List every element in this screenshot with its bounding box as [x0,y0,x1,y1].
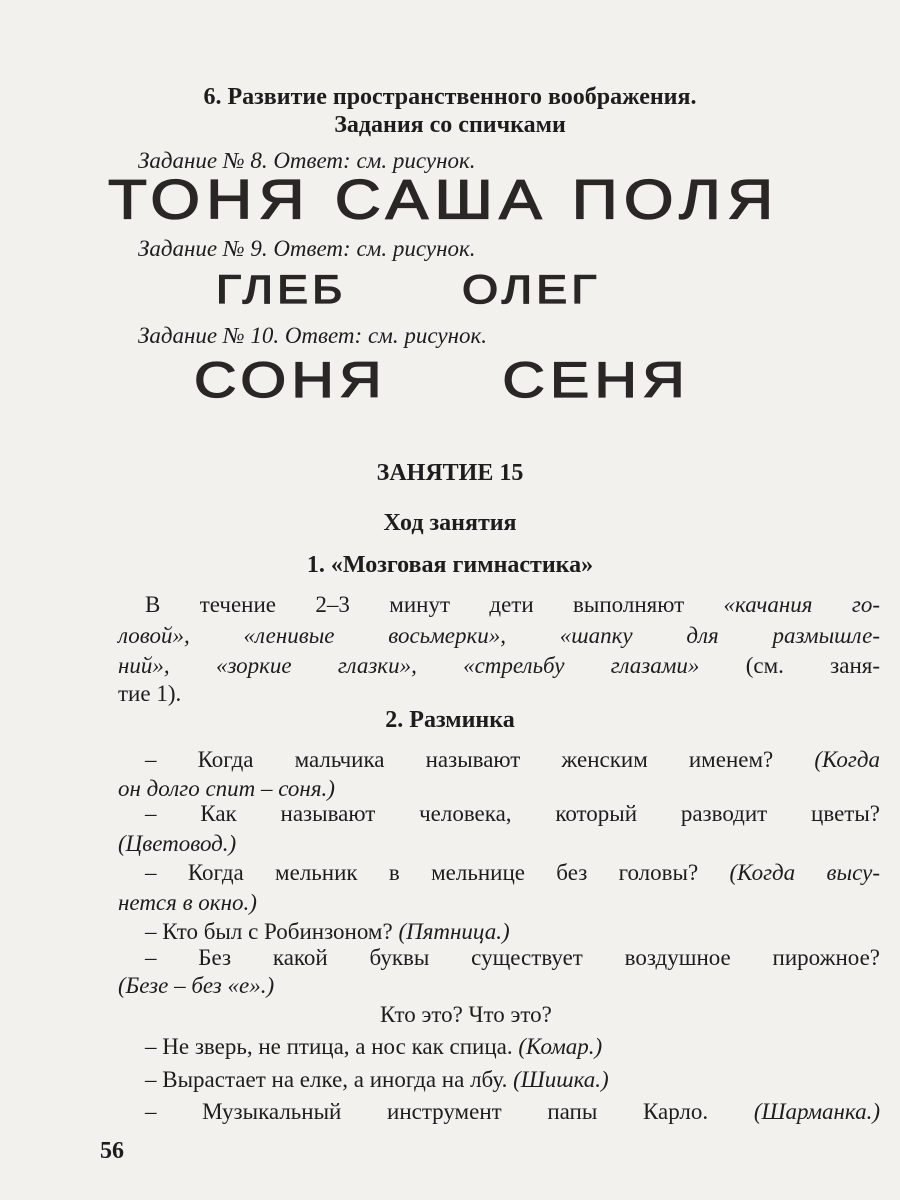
text-line: ловой», «ленивые восьмерки», «шапку для размышле- [118,623,880,648]
section-title-line1: 6. Развитие пространственного воображения. [203,84,697,110]
text-line: – Когда мальчика называют женским именем? (Когда [145,747,880,772]
match-word: ГЛЕБ [216,268,347,313]
task-9-answer [216,268,601,313]
match-word: СЕНЯ [502,350,690,408]
text-line: (Безе – без «е».) [118,973,275,998]
text-line: нется в окно.) [118,890,257,915]
text-line: – Кто был с Робинзоном? (Пятница.) [145,919,510,944]
text-line: – Вырастает на елке, а иногда на лбу. (Шишка.) [145,1067,609,1092]
text-line: В течение 2–3 минут дети выполняют «качания го- [145,592,880,617]
text-line: он долго спит – соня.) [118,776,335,801]
match-word: ОЛЕГ [462,268,601,313]
page-number: 56 [100,1138,124,1164]
match-word: ТОНЯ [108,168,311,231]
text-line: – Не зверь, не птица, а нос как спица. (Комар.) [145,1034,603,1059]
part1-title: 1. «Мозговая гимнастика» [306,552,594,578]
task-9-label: Задание № 9. Ответ: см. рисунок. [138,236,476,261]
task-10-answer [194,350,690,409]
match-word: ПОЛЯ [571,168,780,231]
task-8-answer [108,168,779,232]
text-line: – Музыкальный инструмент папы Карло. (Шарманка.) [145,1099,880,1124]
text-line: ний», «зоркие глазки», «стрельбу глазами» (см. заня- [118,653,881,678]
text-line: Кто это? Что это? [380,1002,552,1027]
task-8-label: Задание № 8. Ответ: см. рисунок. [138,148,476,173]
match-word: САША [334,168,548,231]
section-title [100,83,800,139]
text-line: – Без какой буквы существует воздушное пирожное? [145,945,880,970]
lesson-title: ЗАНЯТИЕ 15 [376,460,524,486]
text-line: – Как называют человека, который разводит цветы? [145,801,880,826]
text-line: (Цветовод.) [118,831,237,856]
match-word: СОНЯ [194,350,387,408]
text-line: тие 1). [118,681,182,706]
part2-title: 2. Разминка [385,707,515,733]
text-line: – Когда мельник в мельнице без головы? (Когда высу- [145,860,880,885]
task-10-label: Задание № 10. Ответ: см. рисунок. [138,323,488,348]
lesson-subtitle: Ход занятия [383,510,517,536]
section-title-line2: Задания со спичками [334,112,566,138]
